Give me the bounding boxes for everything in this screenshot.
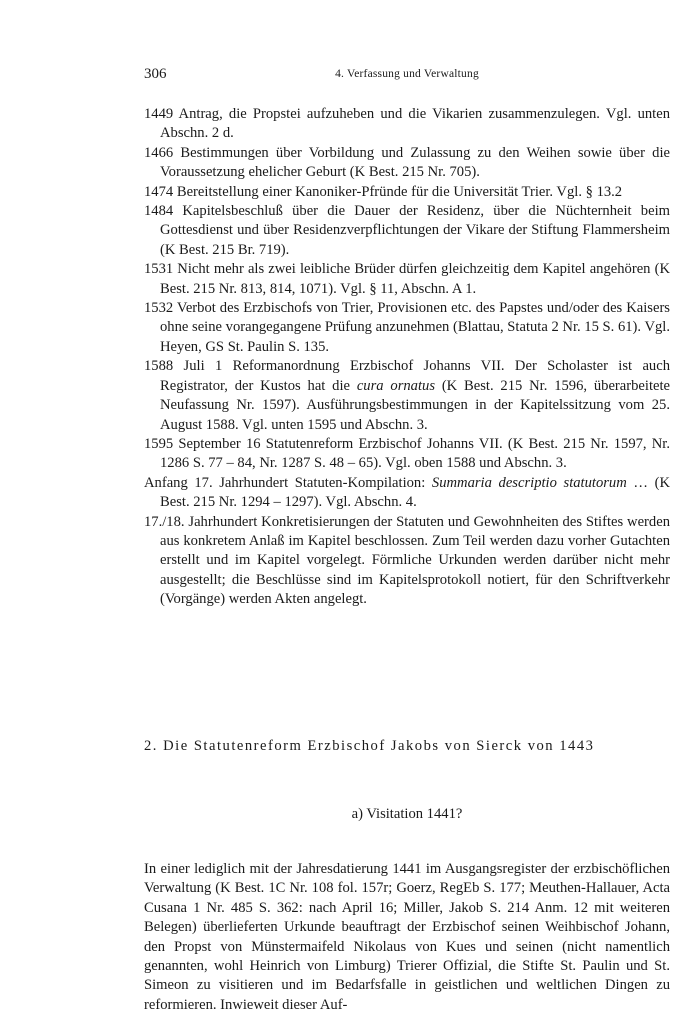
chronology-entry bbox=[144, 105, 670, 144]
page-number: 306 bbox=[144, 66, 167, 82]
entry-text: Anfang 17. Jahrhundert Statuten-Kompilation: bbox=[144, 474, 432, 491]
running-title: 4. Verfassung und Verwaltung bbox=[335, 68, 479, 80]
chronology-entry bbox=[144, 474, 670, 513]
entry-text: 1466 Bestimmungen über Vorbildung und Zulassung zu den Weihen sowie über die Voraussetzung ehelicher Geburt (K Best. 215 Nr. 705). bbox=[144, 144, 670, 181]
section-heading: 2. Die Statutenreform Erzbischof Jakobs von Sierck von 1443 bbox=[144, 738, 595, 754]
chronology-entry bbox=[144, 435, 670, 474]
subsection-heading: a) Visitation 1441? bbox=[351, 806, 463, 822]
entry-text: 1531 Nicht mehr als zwei leibliche Brüder dürfen gleichzeitig dem Kapitel angehören (K Best. 215 Nr. 813, 814, 1071). Vgl. § 11, Abschn. A 1. bbox=[144, 261, 670, 297]
entry-text: 1595 September 16 Statutenreform Erzbischof Johanns VII. (K Best. 215 Nr. 1597, Nr. 1286 S. 77 – 84, Nr. 1287 S. 48 – 65). Vgl. oben 1588 und Abschn. 3. bbox=[144, 435, 670, 472]
entry-text: 1484 Kapitelsbeschluß über die Dauer der Residenz, über die Nüchternheit beim Gottesdienst und über Residenzverpflichtungen der Vikare der Stiftung Flammersheim (K Best. 215 Br. 719). bbox=[144, 203, 670, 258]
entry-text: 1449 Antrag, die Propstei aufzuheben und die Vikarien zusammenzulegen. Vgl. unten Abschn. 2 d. bbox=[144, 106, 670, 142]
chronology-list bbox=[144, 105, 670, 610]
chronology-entry bbox=[144, 513, 670, 610]
entry-text: (K Best. 215 Nr. 1596, überarbeitete Neufassung Nr. 1597). Ausführungsbestimmungen in der Kapitelssitzung vom 25. August 1588. Vgl. unten 1595 und Abschn. 3. bbox=[160, 377, 671, 433]
chronology-entry bbox=[144, 260, 670, 299]
entry-text: 1588 Juli 1 Reformanordnung Erzbischof Johanns VII. Der Scholaster ist auch Registrator, der Kustos hat die bbox=[144, 358, 670, 394]
chronology-entry bbox=[144, 299, 670, 357]
chronology-entry bbox=[144, 183, 670, 202]
body-paragraph: In einer lediglich mit der Jahresdatierung 1441 im Ausgangsregister der erzbischöflichen Verwaltung (K Best. 1C Nr. 108 fol. 157r; Goerz, RegEb S. 177; Meuthen-Hallauer, Acta Cusana 1 Nr. 485 S. 362: nach April 16; Miller, Jakob S. 214 Anm. 12 mit weiteren Belegen) überlieferten Urkunde beauftragt der Erzbischof seinen Weihbischof Johann, den Propst von Münstermaifeld Nikolaus von Kues und seinen (nicht namentlich genannten, wohl Heinrich von Limburg) Trierer Offizial, die Stifte St. Paulin und St. Simeon zu visitieren und im Bedarfsfalle in geistlichen und weltlichen Dingen zu reformieren. Inwieweit dieser Auf- bbox=[144, 861, 670, 1013]
entry-text: 1532 Verbot des Erzbischofs von Trier, Provisionen etc. des Papstes und/oder des Kaisers ohne seine vorangegangene Prüfung anzunehmen (Blattau, Statuta 2 Nr. 15 S. 61). Vgl. Heyen, GS St. Paulin S. 135. bbox=[144, 300, 670, 355]
chronology-entry bbox=[144, 144, 670, 183]
entry-text: 1474 Bereitstellung einer Kanoniker-Pfründe für die Universität Trier. Vgl. § 13.2 bbox=[144, 183, 623, 200]
entry-latin-term: cura ornatus bbox=[356, 377, 435, 394]
chronology-entry bbox=[144, 202, 670, 260]
chronology-entry bbox=[144, 357, 670, 435]
entry-text: … (K Best. 215 Nr. 1294 – 1297). Vgl. Abschn. 4. bbox=[160, 474, 670, 511]
entry-text: 17./18. Jahrhundert Konkretisierungen der Statuten und Gewohnheiten des Stiftes werden aus konkretem Anlaß im Kapitel beschlossen. Zum Teil werden dazu vorher Gutachten erstellt und im Kapitel vorgelegt. Förmliche Urkunden werden darüber nicht mehr ausgestellt; die Beschlüsse sind im Kapitelsprotokoll notiert, für den Schriftverkehr (Vorgänge) werden Akten angelegt. bbox=[144, 513, 670, 608]
entry-latin-term: Summaria descriptio statutorum bbox=[431, 474, 627, 491]
running-head bbox=[144, 66, 670, 86]
